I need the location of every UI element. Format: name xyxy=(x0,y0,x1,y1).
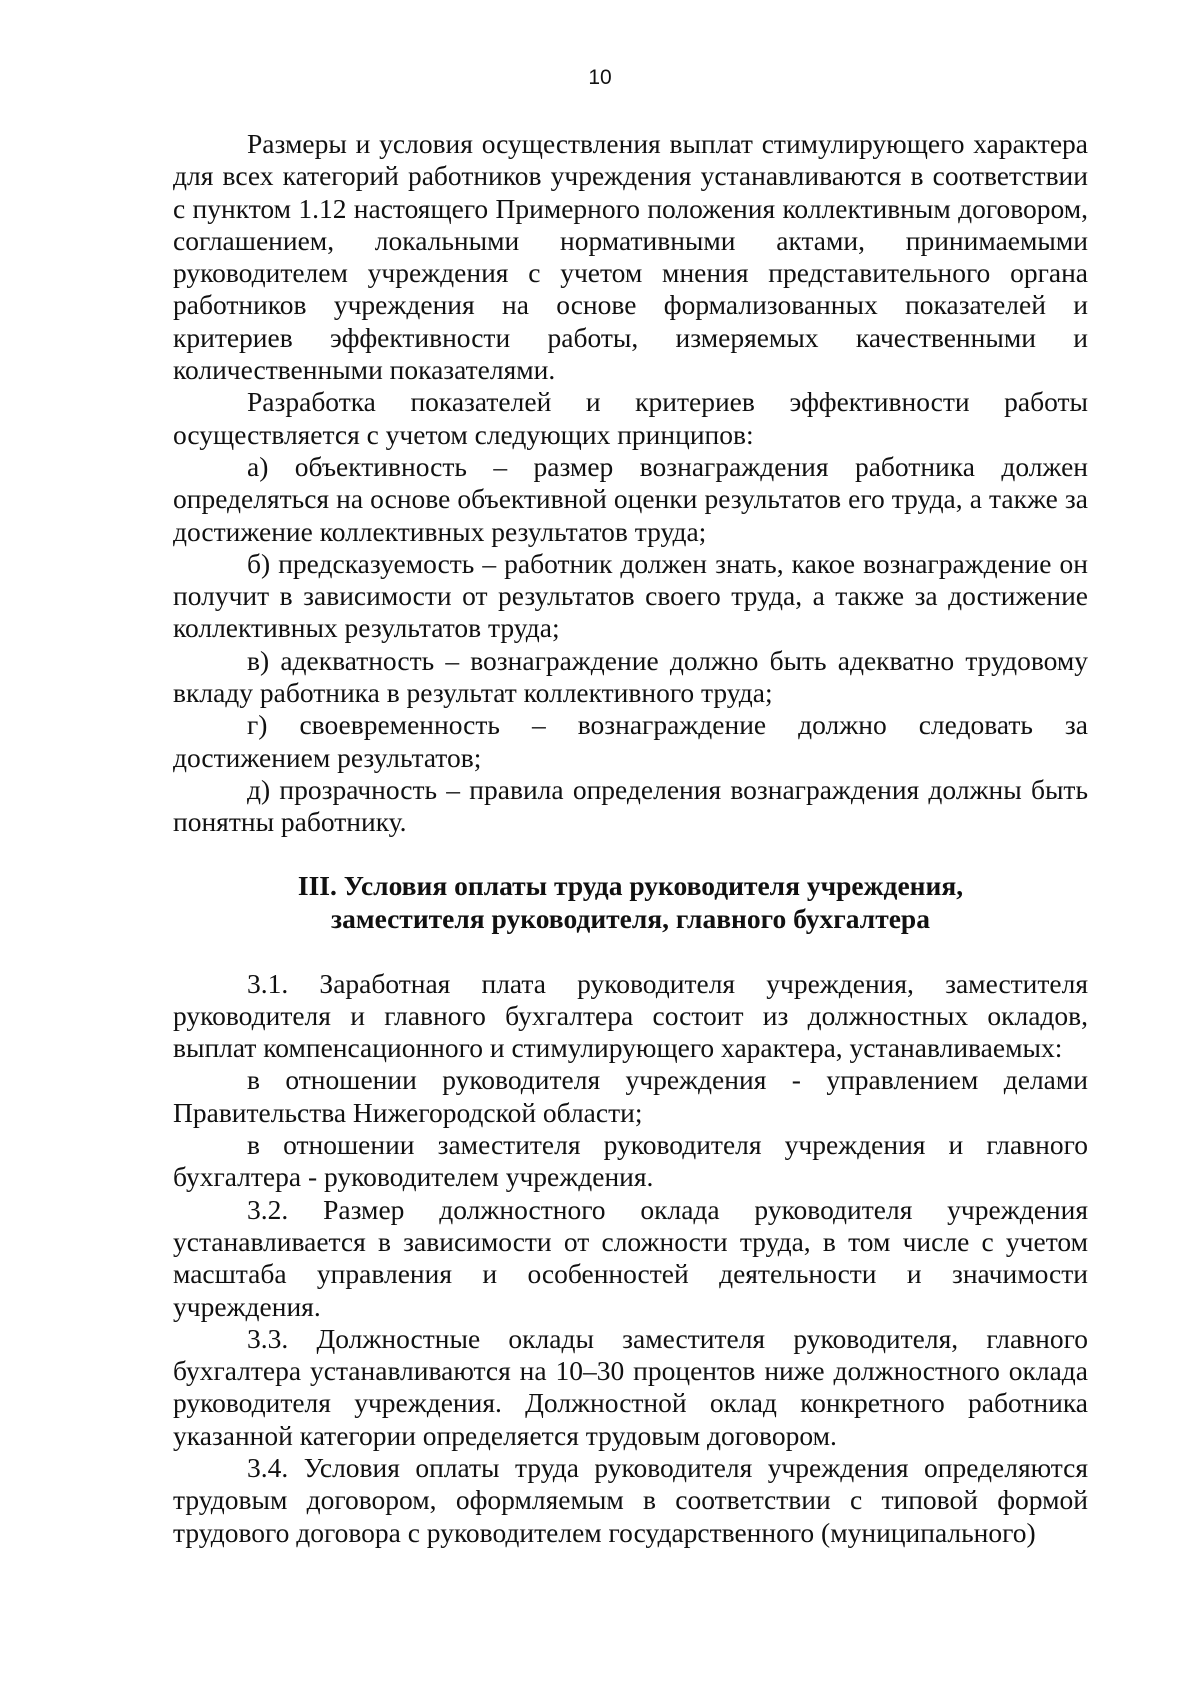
section-heading-line-1: III. Условия оплаты труда руководителя учреждения, xyxy=(297,869,964,901)
list-item-objectivity: а) объективность – размер вознаграждения работника должен определяться на основе объективной оценки результатов его труда, а также за достижение коллективных результатов труда; xyxy=(173,450,1088,547)
clause-3-4: 3.4. Условия оплаты труда руководителя учреждения определяются трудовым договором, оформляемым в соответствии с типовой формой трудового договора с руководителем государственного (муниципального) xyxy=(173,1451,1088,1548)
list-item-transparency: д) прозрачность – правила определения вознаграждения должны быть понятны работнику. xyxy=(173,773,1088,838)
paragraph-payment-conditions: Размеры и условия осуществления выплат стимулирующего характера для всех категорий работников учреждения устанавливаются в соответствии с пунктом 1.12 настоящего Примерного положения коллективным договором, соглашением, локальными нормативными актами, принимаемыми руководителем учреждения с учетом мнения представительного органа работников учреждения на основе формализованных показателей и критериев эффективности работы, измеряемых качественными и количественными показателями. xyxy=(173,128,1088,386)
section-heading-line-2: заместителя руководителя, главного бухгалтера xyxy=(331,902,930,934)
section-heading xyxy=(173,869,1088,935)
list-item-adequacy: в) адекватность – вознаграждение должно быть адекватно трудовому вкладу работника в результат коллективного труда; xyxy=(173,644,1088,709)
page-number: 10 xyxy=(588,66,612,89)
clause-3-2: 3.2. Размер должностного оклада руководителя учреждения устанавливается в зависимости от сложности труда, в том числе с учетом масштаба управления и особенностей деятельности и значимости учреждения. xyxy=(173,1193,1088,1322)
clause-3-3: 3.3. Должностные оклады заместителя руководителя, главного бухгалтера устанавливаются на 10–30 процентов ниже должностного оклада руководителя учреждения. Должностной оклад конкретного работника указанной категории определяется трудовым договором. xyxy=(173,1322,1088,1451)
list-item-timeliness: г) своевременность – вознаграждение должно следовать за достижением результатов; xyxy=(173,709,1088,773)
document-body xyxy=(173,128,1088,1549)
paragraph-principles-intro: Разработка показателей и критериев эффективности работы осуществляется с учетом следующих принципов: xyxy=(173,386,1088,450)
list-item-predictability: б) предсказуемость – работник должен знать, какое вознаграждение он получит в зависимости от результатов своего труда, а также за достижение коллективных результатов труда; xyxy=(173,547,1088,644)
clause-3-1: 3.1. Заработная плата руководителя учреждения, заместителя руководителя и главного бухгалтера состоит из должностных окладов, выплат компенсационного и стимулирующего характера, устанавливаемых: xyxy=(173,967,1088,1064)
clause-3-1-head: в отношении руководителя учреждения - управлением делами Правительства Нижегородской области; xyxy=(173,1064,1088,1128)
clause-3-1-deputy: в отношении заместителя руководителя учреждения и главного бухгалтера - руководителем учреждения. xyxy=(173,1129,1088,1193)
